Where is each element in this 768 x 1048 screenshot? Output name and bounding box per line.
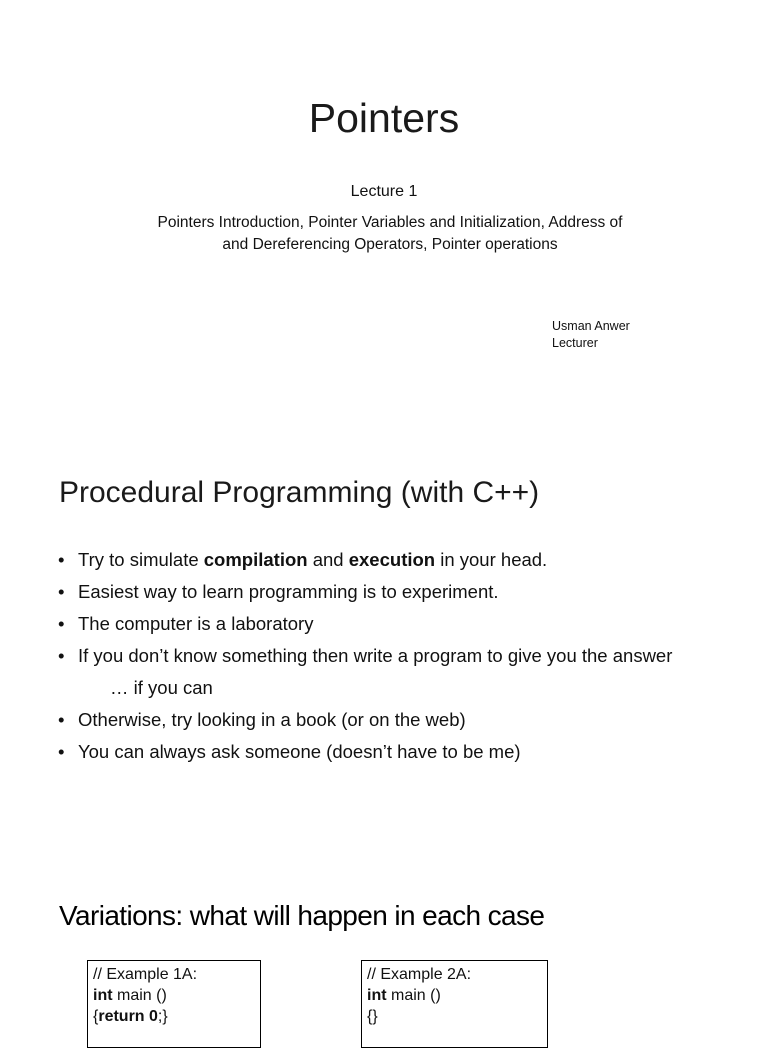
- bullet-dot: •: [58, 709, 65, 730]
- slide-procedural-programming: [0, 450, 768, 870]
- slide-heading: Procedural Programming (with C++): [59, 476, 540, 509]
- slide-variations: [0, 880, 768, 1024]
- code-keyword: return 0: [98, 1008, 158, 1025]
- lecture-label: Lecture 1: [350, 183, 418, 200]
- slide-title-heading: Pointers: [308, 95, 460, 141]
- bullet-item: [58, 740, 708, 764]
- bullet-subitem: [58, 676, 708, 700]
- slide-title: [0, 0, 768, 440]
- subtitle-line-1: Pointers Introduction, Pointer Variables and Initialization, Address of: [157, 214, 623, 231]
- bullet-item: [58, 548, 708, 572]
- bullet-text: The computer is a laboratory: [78, 613, 314, 634]
- author-role: Lecturer: [552, 336, 598, 350]
- bullet-dot: •: [58, 613, 65, 634]
- bullet-item: [58, 708, 708, 732]
- code-box-example-2a: [361, 960, 548, 1048]
- bullet-text: Try to simulate: [78, 549, 204, 570]
- code-keyword: int: [93, 987, 113, 1004]
- author-name: Usman Anwer: [552, 319, 630, 333]
- bullet-text: If you don’t know something then write a program to give you the answer: [78, 645, 673, 666]
- subtitle-line-2: and Dereferencing Operators, Pointer operations: [222, 236, 558, 253]
- code-text: {: [93, 1008, 99, 1025]
- bullet-dot: •: [58, 581, 65, 602]
- bullet-dot: •: [58, 645, 65, 666]
- code-text: ;}: [157, 1008, 168, 1025]
- bullet-text: … if you can: [110, 677, 213, 698]
- code-line: [367, 985, 542, 1006]
- bullet-dot: •: [58, 549, 65, 570]
- code-comment: // Example 2A:: [367, 966, 472, 983]
- lecture-subtitle: [110, 212, 670, 256]
- code-line: {}: [367, 1008, 378, 1025]
- bullet-text: and: [307, 549, 349, 570]
- slide-heading: Variations: what will happen in each case: [59, 900, 545, 931]
- bullet-bold-text: execution: [348, 549, 436, 570]
- bullet-list: [58, 548, 708, 772]
- bullet-item: [58, 644, 708, 668]
- bullet-text: Easiest way to learn programming is to experiment.: [78, 581, 499, 602]
- bullet-text: Otherwise, try looking in a book (or on the web): [78, 709, 466, 730]
- bullet-item: [58, 580, 708, 604]
- bullet-bold-text: compilation: [203, 549, 308, 570]
- bullet-text: You can always ask someone (doesn’t have to be me): [78, 741, 521, 762]
- bullet-item: [58, 612, 708, 636]
- code-text: main (): [386, 987, 441, 1004]
- author-block: [552, 318, 630, 352]
- code-keyword: int: [367, 987, 387, 1004]
- code-line: [93, 985, 255, 1006]
- code-comment: // Example 1A:: [93, 966, 198, 983]
- bullet-text: in your head.: [435, 549, 548, 570]
- code-box-example-1a: [87, 960, 261, 1048]
- bullet-dot: •: [58, 741, 65, 762]
- code-text: main (): [112, 987, 167, 1004]
